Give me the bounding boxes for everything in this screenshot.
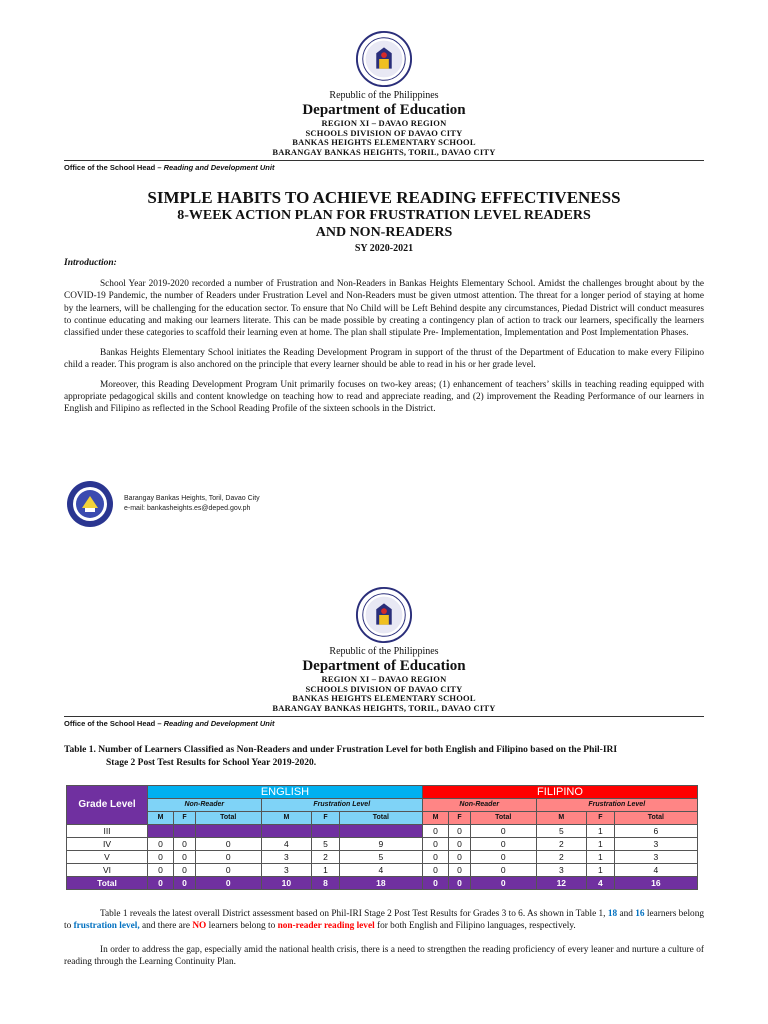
col-total: Total [614,811,697,824]
address-text: BARANGAY BANKAS HEIGHTS, TORIL, DAVAO CITY [272,703,496,714]
data-cell: 0 [422,863,448,876]
table-section [0,744,768,968]
data-cell: 5 [339,850,422,863]
footer-address: Barangay Bankas Heights, Toril, Davao City [124,495,260,503]
table-caption-1: Table 1. Number of Learners Classified as Non-Readers and under Frustration Level for both English and Filipino based on the Phil-IRI [64,745,618,755]
highlight-18: 18 [607,908,618,919]
school-text: BANKAS HEIGHTS ELEMENTARY SCHOOL [292,137,476,148]
data-cell: 5 [312,837,340,850]
table-row [67,837,698,850]
school-text: BANKAS HEIGHTS ELEMENTARY SCHOOL [292,693,476,704]
data-cell: 1 [312,863,340,876]
data-cell: 1 [587,824,615,837]
analysis-text: learners belong to [64,908,704,931]
data-cell: 0 [449,863,471,876]
col-m: M [536,811,587,824]
region-text: REGION XI – DAVAO REGION [321,117,447,128]
highlight-16: 16 [635,908,645,919]
data-cell: 0 [449,850,471,863]
data-cell: 0 [195,837,261,850]
data-cell: 0 [470,824,536,837]
data-cell: 0 [174,850,196,863]
total-cell: 0 [148,876,174,889]
data-cell: 4 [614,863,697,876]
footer-text [124,494,260,514]
data-cell: 0 [470,850,536,863]
data-cell: 0 [422,824,448,837]
data-cell: 4 [261,837,312,850]
data-cell: 0 [148,850,174,863]
page-2 [0,586,768,728]
col-m: M [148,811,174,824]
data-cell: 3 [261,863,312,876]
data-cell: 0 [195,863,261,876]
department-name: Department of Education [302,657,466,674]
highlight-no: NO [192,920,207,931]
data-cell: 0 [449,837,471,850]
grade-level-header: Grade Level [67,785,148,824]
analysis-text: learners belong to [208,920,276,931]
total-cell: 8 [312,876,340,889]
data-cell: 0 [195,850,261,863]
data-cell: 1 [587,863,615,876]
grade-cell: V [67,850,148,863]
table-row [67,850,698,863]
analysis-text: and there are [142,920,191,931]
intro-paragraph-2: Bankas Heights Elementary School initiates the Reading Development Program in support of the thrust of the Department of Education to make every Filipino child a reader. This program is also anchored on the principle that every learner should be able to read in his or her grade level. [64,347,704,370]
analysis-text: for both English and Filipino languages, respectively. [377,920,576,931]
data-cell: 0 [470,863,536,876]
office-unit: Reading and Development Unit [163,718,275,728]
division-text: SCHOOLS DIVISION OF DAVAO CITY [305,683,463,694]
table-caption-2: Stage 2 Post Test Results for School Year 2019-2020. [106,757,317,768]
total-cell: 0 [470,876,536,889]
col-f: F [449,811,471,824]
col-f: F [174,811,196,824]
office-unit: Reading and Development Unit [163,162,275,172]
office-line [64,160,704,172]
data-cell: 3 [614,850,697,863]
data-cell: 3 [536,863,587,876]
data-cell: 1 [587,837,615,850]
eng-frustration-header: Frustration Level [261,798,422,811]
col-m: M [261,811,312,824]
col-f: F [587,811,615,824]
data-cell [148,824,174,837]
learners-table [66,785,698,890]
page-1 [0,30,768,415]
school-year: SY 2020-2021 [354,243,414,255]
republic-text: Republic of the Philippines [329,90,439,101]
english-header: ENGLISH [148,785,423,798]
total-cell: 0 [195,876,261,889]
data-cell: 2 [312,850,340,863]
school-logo-icon [66,480,114,528]
total-cell: 18 [339,876,422,889]
data-cell: 4 [339,863,422,876]
data-cell [174,824,196,837]
intro-label: Introduction: [64,258,117,269]
data-cell [312,824,340,837]
total-cell: 0 [449,876,471,889]
fil-frustration-header: Frustration Level [536,798,697,811]
deped-seal-icon [355,30,413,88]
total-cell: 4 [587,876,615,889]
data-cell: 0 [449,824,471,837]
data-cell: 1 [587,850,615,863]
total-cell: 0 [174,876,196,889]
data-cell: 3 [614,837,697,850]
analysis-text: and [619,908,633,919]
data-cell [195,824,261,837]
data-cell: 0 [470,837,536,850]
intro-paragraph-3: Moreover, this Reading Development Program Unit primarily focuses on two-key areas; (1) enhancement of teachers’ skills in teaching reading equipped with appropriate pedagogical skills and content knowledge on teaching how to read and appreciate reading, and (2) improvement the Reading Performance of our learners in English and Filipino as reflected in the School Reading Profile of the sixteen schools in the District. [64,379,704,415]
total-label: Total [67,876,148,889]
data-cell: 9 [339,837,422,850]
total-cell: 16 [614,876,697,889]
table-row [67,824,698,837]
data-cell: 2 [536,850,587,863]
data-cell [339,824,422,837]
col-total: Total [470,811,536,824]
data-cell: 3 [261,850,312,863]
data-cell: 2 [536,837,587,850]
region-text: REGION XI – DAVAO REGION [321,673,447,684]
page-footer [66,480,260,528]
data-cell: 6 [614,824,697,837]
doc-title: SIMPLE HABITS TO ACHIEVE READING EFFECTIVENESS [147,187,621,207]
filipino-header: FILIPINO [422,785,697,798]
office-line [64,716,704,728]
highlight-non-reader: non-reader reading level [277,920,375,931]
total-cell: 0 [422,876,448,889]
data-cell: 0 [148,863,174,876]
office-prefix: Office of the School Head – [64,718,164,728]
division-text: SCHOOLS DIVISION OF DAVAO CITY [305,127,463,138]
grade-cell: VI [67,863,148,876]
address-text: BARANGAY BANKAS HEIGHTS, TORIL, DAVAO CITY [272,147,496,158]
total-row [67,876,698,889]
department-name: Department of Education [302,101,466,118]
fil-non-reader-header: Non-Reader [422,798,536,811]
footer-email[interactable]: e-mail: bankasheights.es@deped.gov.ph [124,505,251,512]
analysis-text: Table 1 reveals the latest overall District assessment based on Phil-IRI Stage 2 Post Test Results for Grades 3 to 6. As shown in Table 1, [100,908,606,919]
deped-seal-icon [355,586,413,644]
highlight-frustration: frustration level, [73,920,140,931]
grade-cell: IV [67,837,148,850]
table-row [67,863,698,876]
analysis-paragraph-1 [64,908,704,932]
intro-paragraph-1: School Year 2019-2020 recorded a number of Frustration and Non-Readers in Bankas Heights Elementary School. Amidst the challenges brought about by the COVID-19 Pandemic, the number of Readers under Frustration Level and Non-Readers must be given utmost attention. The threat for a longer period of staying at home by the learners, will be challenging for the education sector. To ensure that No Child will be Left Behind despite any circumstances, Piedad District will conduct measures to continue educating and making our learners literate. This can be made possible by creating a contingency plan of action to track our learners, specifically the learners classified under these categories to scaffold their learning even at home. The plan shall stipulate Pre- Implementation, Implementation and Post Implementation Phases. [64,279,704,338]
data-cell: 0 [422,837,448,850]
doc-subtitle-1: 8-WEEK ACTION PLAN FOR FRUSTRATION LEVEL READERS [177,207,591,223]
doc-subtitle-2: AND NON-READERS [315,224,453,240]
grade-cell: III [67,824,148,837]
col-total: Total [195,811,261,824]
letterhead-2 [0,586,768,714]
data-cell: 5 [536,824,587,837]
col-m: M [422,811,448,824]
letterhead [0,30,768,158]
total-cell: 10 [261,876,312,889]
col-total: Total [339,811,422,824]
data-cell: 0 [148,837,174,850]
data-cell: 0 [422,850,448,863]
data-cell: 0 [174,863,196,876]
data-cell [261,824,312,837]
data-cell: 0 [174,837,196,850]
republic-text: Republic of the Philippines [329,646,439,657]
total-cell: 12 [536,876,587,889]
analysis-paragraph-2: In order to address the gap, especially amid the national health crisis, there is a need to strengthen the reading proficiency of every leaner and nurture a culture of reading through the Learning Continuity Plan. [64,944,704,967]
office-prefix: Office of the School Head – [64,162,164,172]
col-f: F [312,811,340,824]
eng-non-reader-header: Non-Reader [148,798,262,811]
